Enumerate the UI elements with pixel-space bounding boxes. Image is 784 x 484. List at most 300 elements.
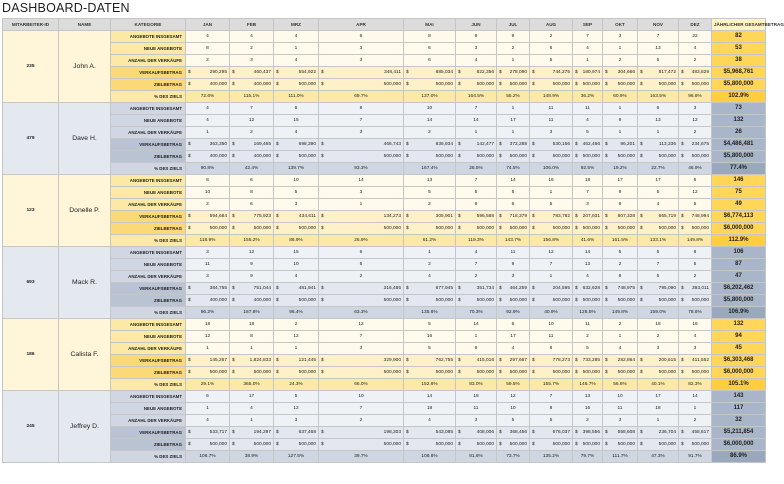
money-value: 530,156 <box>552 142 570 147</box>
table-row <box>3 271 766 283</box>
currency-symbol: $ <box>406 226 409 231</box>
value-cell: 90.8% <box>186 163 230 175</box>
value-cell: 155.2% <box>230 235 274 247</box>
money-cell <box>638 367 679 379</box>
value-cell: 5 <box>404 187 456 199</box>
value-cell: 1 <box>638 127 679 139</box>
money-value: 204,595 <box>552 286 570 291</box>
value-cell: 164.5% <box>456 91 497 103</box>
value-cell: 4 <box>186 115 230 127</box>
currency-symbol: $ <box>188 142 191 147</box>
value-cell: 12 <box>230 247 274 259</box>
value-cell: 12 <box>274 403 319 415</box>
value-cell: 18 <box>638 319 679 331</box>
value-cell: 3 <box>603 415 638 427</box>
money-value: 554,922 <box>298 70 316 75</box>
value-cell: 86.9% <box>274 235 319 247</box>
money-value: 807,328 <box>617 214 635 219</box>
total-cell: 106 <box>712 247 766 259</box>
currency-symbol: $ <box>499 298 502 303</box>
currency-symbol: $ <box>232 370 235 375</box>
money-cell <box>497 427 530 439</box>
money-value: 460,437 <box>253 70 271 75</box>
money-cell <box>274 79 319 91</box>
money-value: 142,477 <box>476 142 494 147</box>
currency-symbol: $ <box>499 142 502 147</box>
currency-symbol: $ <box>532 70 535 75</box>
header-month: OKT <box>603 19 638 31</box>
money-cell <box>530 427 573 439</box>
value-cell: 13 <box>638 115 679 127</box>
money-value: 751,044 <box>253 286 271 291</box>
money-value: 500,000 <box>617 82 635 87</box>
money-cell <box>638 211 679 223</box>
value-cell: 6 <box>274 103 319 115</box>
currency-symbol: $ <box>321 70 324 75</box>
money-cell <box>638 139 679 151</box>
total-cell: 75 <box>712 187 766 199</box>
employee-id: 693 <box>3 247 59 319</box>
employee-name: Mack R. <box>59 247 111 319</box>
value-cell: 1 <box>186 127 230 139</box>
table-row <box>3 283 766 295</box>
currency-symbol: $ <box>232 142 235 147</box>
money-value: 368,456 <box>509 430 527 435</box>
value-cell: 2 <box>319 415 404 427</box>
currency-symbol: $ <box>681 142 684 147</box>
value-cell: 72.6% <box>186 91 230 103</box>
money-cell <box>573 355 603 367</box>
value-cell: 126.5% <box>573 307 603 319</box>
value-cell: 7 <box>530 391 573 403</box>
money-cell <box>456 211 497 223</box>
money-value: 500,000 <box>552 154 570 159</box>
total-cell: $5,800,000 <box>712 79 766 91</box>
money-value: 393,011 <box>692 286 709 291</box>
value-cell: 6 <box>530 43 573 55</box>
money-cell <box>679 223 712 235</box>
value-cell: 156.8% <box>530 235 573 247</box>
category-label: % DES ZIELS <box>111 163 186 175</box>
money-value: 500,000 <box>476 154 494 159</box>
money-value: 500,000 <box>617 442 635 447</box>
value-cell: 12 <box>497 391 530 403</box>
currency-symbol: $ <box>188 430 191 435</box>
currency-symbol: $ <box>575 70 578 75</box>
value-cell: 47.3% <box>638 451 679 463</box>
money-value: 500,000 <box>617 226 635 231</box>
money-value: 500,000 <box>509 154 527 159</box>
value-cell: 8 <box>404 31 456 43</box>
header-month: MAI <box>404 19 456 31</box>
money-cell <box>186 355 230 367</box>
currency-symbol: $ <box>605 298 608 303</box>
value-cell: 70.3% <box>456 307 497 319</box>
value-cell: 118.9% <box>186 235 230 247</box>
value-cell: 17 <box>230 391 274 403</box>
money-cell <box>573 427 603 439</box>
money-cell <box>186 79 230 91</box>
value-cell: 12 <box>319 319 404 331</box>
money-cell <box>404 427 456 439</box>
money-cell <box>230 427 274 439</box>
employee-name: John A. <box>59 31 111 103</box>
value-cell: 5 <box>603 247 638 259</box>
value-cell: 4 <box>274 55 319 67</box>
total-cell: 112.9% <box>712 235 766 247</box>
table-row <box>3 151 766 163</box>
currency-symbol: $ <box>605 70 608 75</box>
value-cell: 42.4% <box>230 163 274 175</box>
value-cell: 78.6% <box>679 307 712 319</box>
page-title: DASHBOARD-DATEN <box>2 1 130 15</box>
employee-name: Jeffrey D. <box>59 391 111 463</box>
value-cell: 3 <box>186 271 230 283</box>
money-value: 500,000 <box>552 442 570 447</box>
money-value: 400,000 <box>209 82 227 87</box>
money-value: 400,000 <box>209 154 227 159</box>
value-cell: 8 <box>530 343 573 355</box>
value-cell: 13 <box>573 259 603 271</box>
category-label: VERKAUFSBETRAG <box>111 211 186 223</box>
currency-symbol: $ <box>575 370 578 375</box>
currency-symbol: $ <box>605 286 608 291</box>
value-cell: 4 <box>638 199 679 211</box>
value-cell: 11 <box>530 115 573 127</box>
money-value: 500,000 <box>435 154 453 159</box>
currency-symbol: $ <box>499 286 502 291</box>
money-cell <box>497 439 530 451</box>
value-cell: 55.2% <box>497 91 530 103</box>
value-cell: 3 <box>497 271 530 283</box>
value-cell: 63.3% <box>319 307 404 319</box>
money-value: 500,000 <box>435 82 453 87</box>
value-cell: 10 <box>497 403 530 415</box>
money-cell <box>679 211 712 223</box>
money-cell <box>573 283 603 295</box>
money-cell <box>497 67 530 79</box>
category-label: ZIELBETRAG <box>111 439 186 451</box>
currency-symbol: $ <box>640 442 643 447</box>
currency-symbol: $ <box>575 298 578 303</box>
money-value: 200,615 <box>658 358 676 363</box>
money-cell <box>573 223 603 235</box>
money-value: 594,684 <box>209 214 227 219</box>
total-cell: 77.4% <box>712 163 766 175</box>
value-cell: 17 <box>497 115 530 127</box>
value-cell: 6 <box>638 103 679 115</box>
value-cell: 5 <box>530 55 573 67</box>
money-cell <box>404 79 456 91</box>
money-cell <box>530 223 573 235</box>
money-cell <box>404 67 456 79</box>
value-cell: 12 <box>230 115 274 127</box>
currency-symbol: $ <box>681 358 684 363</box>
money-value: 434,611 <box>299 214 316 219</box>
value-cell: 12 <box>186 331 230 343</box>
value-cell: 9 <box>497 259 530 271</box>
money-value: 500,000 <box>435 226 453 231</box>
currency-symbol: $ <box>458 442 461 447</box>
currency-symbol: $ <box>406 370 409 375</box>
money-value: 500,000 <box>383 298 401 303</box>
currency-symbol: $ <box>681 70 684 75</box>
value-cell: 6 <box>603 199 638 211</box>
money-value: 458,617 <box>691 430 709 435</box>
value-cell: 10 <box>186 187 230 199</box>
money-cell <box>530 151 573 163</box>
total-cell: $5,211,854 <box>712 427 766 439</box>
value-cell: 4 <box>186 103 230 115</box>
money-value: 500,000 <box>476 82 494 87</box>
value-cell: 1 <box>404 247 456 259</box>
value-cell: 2 <box>404 259 456 271</box>
value-cell: 6 <box>404 55 456 67</box>
currency-symbol: $ <box>276 154 279 159</box>
currency-symbol: $ <box>575 286 578 291</box>
value-cell: 36.2% <box>573 91 603 103</box>
money-cell <box>456 355 497 367</box>
table-row <box>3 247 766 259</box>
currency-symbol: $ <box>232 358 235 363</box>
money-value: 836,934 <box>435 142 453 147</box>
value-cell: 1 <box>456 127 497 139</box>
value-cell: 146.7% <box>573 379 603 391</box>
money-value: 500,000 <box>552 82 570 87</box>
money-cell <box>603 295 638 307</box>
money-cell <box>186 439 230 451</box>
currency-symbol: $ <box>499 82 502 87</box>
money-cell <box>404 295 456 307</box>
value-cell: 2 <box>573 415 603 427</box>
currency-symbol: $ <box>681 214 684 219</box>
money-value: 169,465 <box>253 142 271 147</box>
value-cell: 5 <box>638 55 679 67</box>
table-row <box>3 379 766 391</box>
category-label: NEUE ANGEBOTE <box>111 43 186 55</box>
total-cell: 87 <box>712 259 766 271</box>
money-value: 278,090 <box>509 70 527 75</box>
money-value: 500,000 <box>658 226 676 231</box>
money-value: 411,552 <box>692 358 709 363</box>
money-cell <box>404 355 456 367</box>
money-cell <box>456 139 497 151</box>
value-cell: 8 <box>679 247 712 259</box>
value-cell: 1 <box>186 403 230 415</box>
value-cell: 365.0% <box>230 379 274 391</box>
category-label: ANZAHL DER VERKÄUFE <box>111 199 186 211</box>
value-cell: 4 <box>186 31 230 43</box>
money-cell <box>456 295 497 307</box>
money-value: 500,000 <box>658 298 676 303</box>
value-cell: 26.9% <box>319 235 404 247</box>
header-month: JUN <box>456 19 497 31</box>
value-cell: 10 <box>319 391 404 403</box>
value-cell: 2 <box>404 127 456 139</box>
value-cell: 5 <box>497 187 530 199</box>
currency-symbol: $ <box>605 154 608 159</box>
currency-symbol: $ <box>276 82 279 87</box>
value-cell: 1 <box>530 187 573 199</box>
employee-id: 235 <box>3 31 59 103</box>
money-value: 558,608 <box>617 430 635 435</box>
value-cell: 14 <box>404 391 456 403</box>
category-label: ANZAHL DER VERKÄUFE <box>111 55 186 67</box>
currency-symbol: $ <box>640 226 643 231</box>
total-cell: 45 <box>712 343 766 355</box>
value-cell: 3 <box>638 343 679 355</box>
money-value: 297,667 <box>509 358 527 363</box>
money-cell <box>319 211 404 223</box>
value-cell: 10 <box>274 259 319 271</box>
money-cell <box>679 439 712 451</box>
money-cell <box>638 151 679 163</box>
value-cell: 2 <box>679 415 712 427</box>
category-label: % DES ZIELS <box>111 379 186 391</box>
value-cell: 3 <box>319 55 404 67</box>
value-cell: 40.1% <box>638 379 679 391</box>
total-cell: 73 <box>712 103 766 115</box>
table-row <box>3 235 766 247</box>
employee-name: Dave H. <box>59 103 111 175</box>
category-label: ZIELBETRAG <box>111 367 186 379</box>
value-cell: 6 <box>679 175 712 187</box>
money-cell <box>679 427 712 439</box>
value-cell: 18 <box>404 403 456 415</box>
category-label: VERKAUFSBETRAG <box>111 139 186 151</box>
value-cell: 3 <box>603 31 638 43</box>
money-cell <box>186 367 230 379</box>
money-value: 207,931 <box>582 214 600 219</box>
money-cell <box>404 439 456 451</box>
value-cell: 106.0% <box>530 163 573 175</box>
value-cell: 2 <box>679 127 712 139</box>
money-cell <box>573 139 603 151</box>
money-value: 500,000 <box>383 226 401 231</box>
value-cell: 61.2% <box>404 235 456 247</box>
currency-symbol: $ <box>276 442 279 447</box>
table-row <box>3 403 766 415</box>
currency-symbol: $ <box>575 226 578 231</box>
value-cell: 8 <box>186 43 230 55</box>
value-cell: 2 <box>456 271 497 283</box>
money-value: 96,201 <box>620 142 635 147</box>
money-value: 637,468 <box>298 430 316 435</box>
money-value: 400,000 <box>253 298 271 303</box>
money-cell <box>230 79 274 91</box>
category-label: ZIELBETRAG <box>111 295 186 307</box>
value-cell: 5 <box>679 199 712 211</box>
money-cell <box>274 439 319 451</box>
money-cell <box>404 151 456 163</box>
value-cell: 92.9% <box>497 307 530 319</box>
value-cell: 5 <box>573 127 603 139</box>
money-cell <box>497 223 530 235</box>
value-cell: 2 <box>274 319 319 331</box>
money-value: 134,273 <box>383 214 401 219</box>
currency-symbol: $ <box>681 370 684 375</box>
value-cell: 3 <box>319 127 404 139</box>
table-row <box>3 91 766 103</box>
category-label: ZIELBETRAG <box>111 223 186 235</box>
money-value: 316,485 <box>383 286 401 291</box>
money-value: 462,466 <box>582 142 600 147</box>
money-value: 596,588 <box>476 214 494 219</box>
money-cell <box>319 223 404 235</box>
value-cell: 69.7% <box>319 91 404 103</box>
currency-symbol: $ <box>458 226 461 231</box>
money-cell <box>456 223 497 235</box>
employee-id: 123 <box>3 175 59 247</box>
value-cell: 3 <box>530 127 573 139</box>
money-value: 400,000 <box>253 82 271 87</box>
money-value: 748,994 <box>691 214 709 219</box>
currency-symbol: $ <box>605 430 608 435</box>
employee-group <box>3 31 766 103</box>
money-cell <box>530 283 573 295</box>
currency-symbol: $ <box>406 442 409 447</box>
currency-symbol: $ <box>640 358 643 363</box>
currency-symbol: $ <box>605 226 608 231</box>
currency-symbol: $ <box>458 358 461 363</box>
value-cell: 29.1% <box>186 379 230 391</box>
value-cell: 2 <box>186 199 230 211</box>
money-cell <box>603 367 638 379</box>
currency-symbol: $ <box>532 370 535 375</box>
currency-symbol: $ <box>321 298 324 303</box>
value-cell: 4 <box>274 127 319 139</box>
table-row <box>3 427 766 439</box>
currency-symbol: $ <box>640 370 643 375</box>
money-value: 500,000 <box>691 154 709 159</box>
currency-symbol: $ <box>499 430 502 435</box>
money-value: 194,297 <box>253 430 271 435</box>
value-cell: 139.7% <box>274 163 319 175</box>
money-value: 817,472 <box>658 70 676 75</box>
money-value: 733,285 <box>582 358 600 363</box>
value-cell: 11 <box>456 403 497 415</box>
money-value: 500,000 <box>476 226 494 231</box>
value-cell: 2 <box>638 331 679 343</box>
money-cell <box>638 79 679 91</box>
money-cell <box>230 367 274 379</box>
money-cell <box>230 223 274 235</box>
money-cell <box>186 295 230 307</box>
value-cell: 17 <box>603 175 638 187</box>
money-value: 500,000 <box>552 370 570 375</box>
currency-symbol: $ <box>276 286 279 291</box>
money-cell <box>456 67 497 79</box>
money-value: 500,000 <box>435 370 453 375</box>
value-cell: 5 <box>497 415 530 427</box>
money-value: 500,000 <box>658 154 676 159</box>
currency-symbol: $ <box>406 358 409 363</box>
header-category: KATEGORIE <box>111 19 186 31</box>
table-row <box>3 55 766 67</box>
value-cell: 6 <box>319 31 404 43</box>
category-label: ANGEBOTE INSGESAMT <box>111 247 186 259</box>
value-cell: 17 <box>497 331 530 343</box>
value-cell: 5 <box>679 259 712 271</box>
currency-symbol: $ <box>188 442 191 447</box>
money-value: 500,000 <box>209 442 227 447</box>
value-cell: 9 <box>603 115 638 127</box>
currency-symbol: $ <box>188 154 191 159</box>
currency-symbol: $ <box>188 370 191 375</box>
money-cell <box>186 223 230 235</box>
value-cell: 9 <box>230 271 274 283</box>
value-cell: 66.0% <box>319 379 404 391</box>
